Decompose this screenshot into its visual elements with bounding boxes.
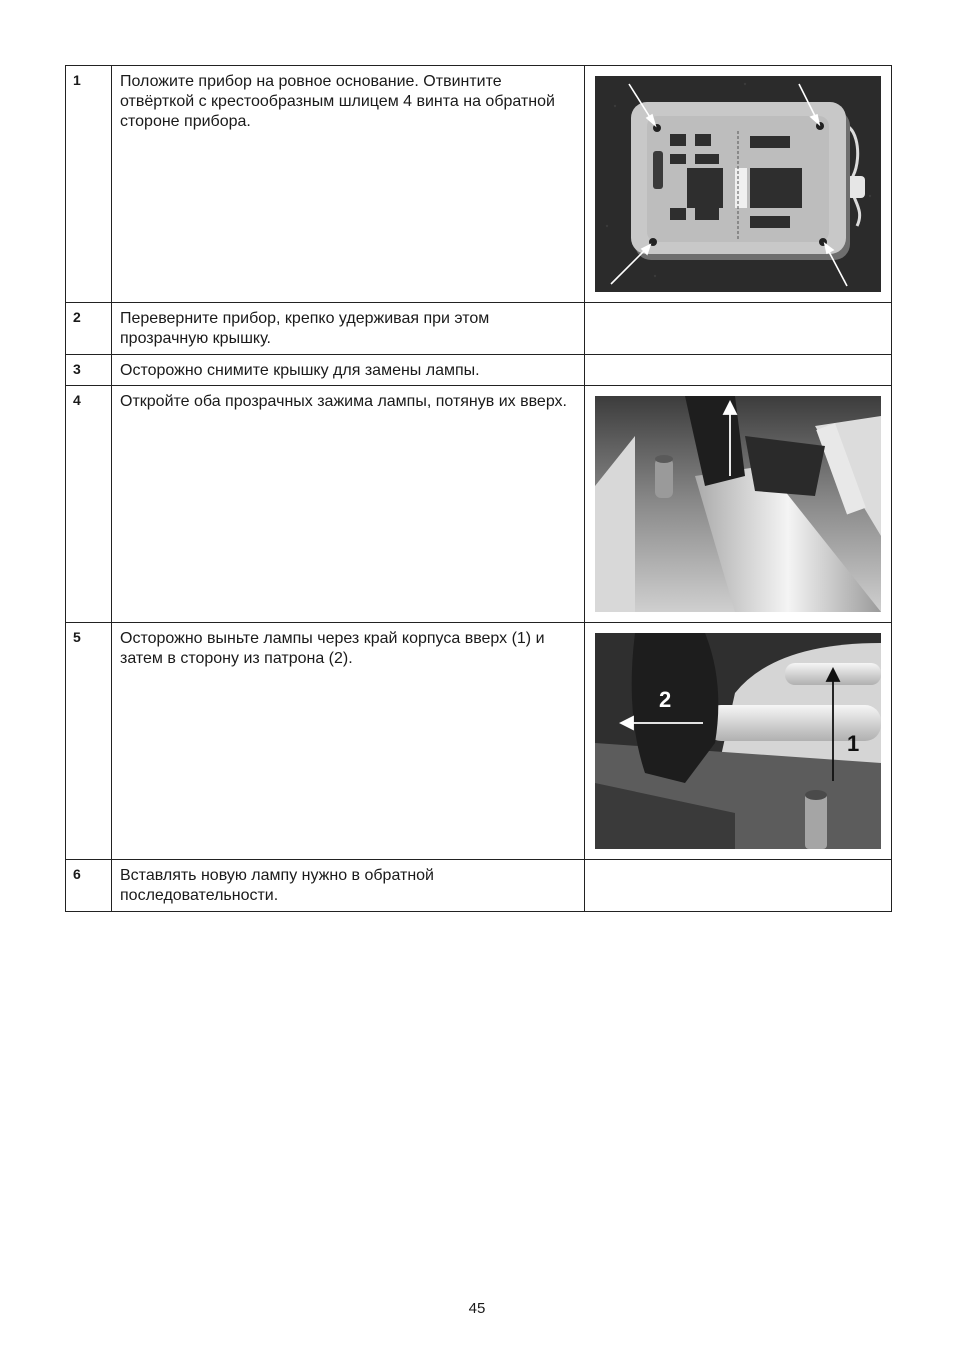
step-row-2 [66, 303, 892, 355]
step-row-6 [66, 860, 892, 912]
step-row-1 [66, 66, 892, 303]
step-row-3 [66, 355, 892, 386]
step-row-4 [66, 386, 892, 623]
step-text: Осторожно снимите крышку для замены лампы. [120, 362, 480, 379]
step-number: 1 [73, 72, 81, 88]
step-number: 2 [73, 309, 81, 325]
step-row-5 [66, 623, 892, 860]
step-text: Откройте оба прозрачных зажима лампы, потянув их вверх. [120, 393, 567, 410]
page-number: 45 [468, 1300, 486, 1317]
device-underside-photo [595, 76, 881, 292]
step-text: Переверните прибор, крепко удерживая при этом прозрачную крышку. [120, 310, 490, 347]
step-number: 6 [73, 866, 81, 882]
arrow-label-2: 2 [659, 687, 672, 712]
step-text: Осторожно выньте лампы через край корпуса вверх (1) и затем в сторону из патрона (2). [120, 630, 545, 667]
step-number: 3 [73, 361, 81, 377]
step-number: 5 [73, 629, 81, 645]
step-text: Положите прибор на ровное основание. Отвинтите отвёрткой с крестообразным шлицем 4 винта на обратной стороне прибора. [120, 73, 555, 130]
step-text: Вставлять новую лампу нужно в обратной последовательности. [120, 867, 434, 904]
arrow-label-1: 1 [847, 731, 860, 756]
step-number: 4 [73, 392, 81, 408]
lamp-clips-photo [595, 396, 881, 612]
lamp-removal-photo [595, 633, 881, 849]
instruction-steps-table [65, 65, 892, 912]
